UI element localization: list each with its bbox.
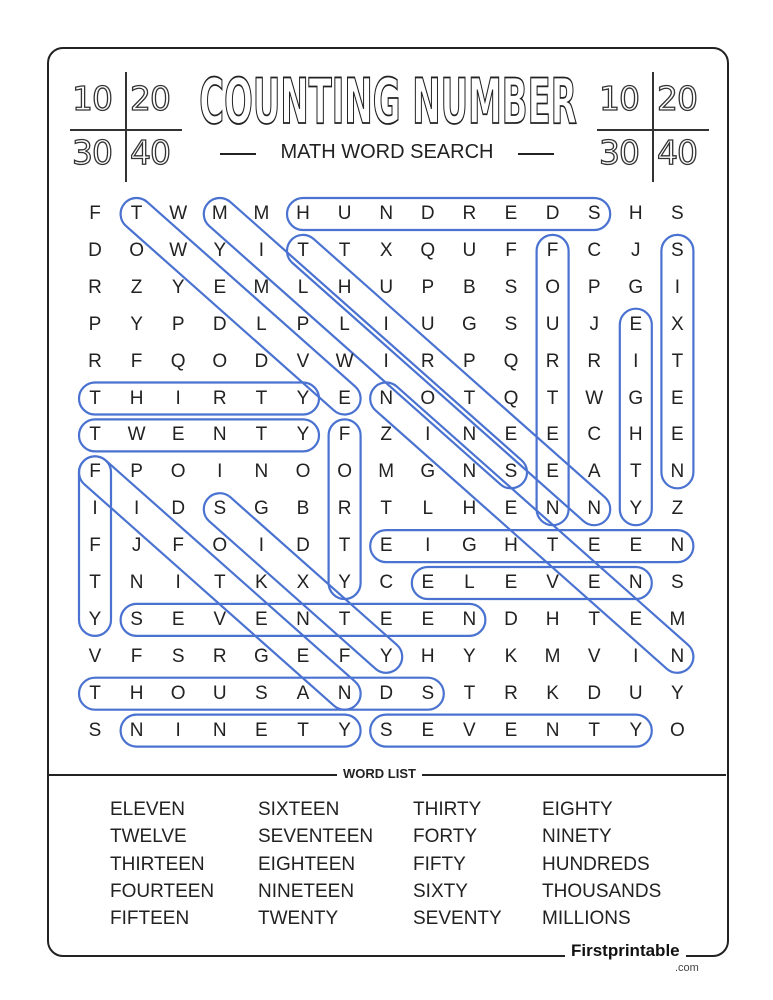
grid-letter[interactable]: G	[254, 498, 269, 520]
grid-letter[interactable]: N	[670, 535, 685, 557]
grid-letter[interactable]: T	[546, 535, 559, 557]
grid-letter[interactable]: W	[169, 239, 188, 261]
grid-letter[interactable]: B	[296, 498, 310, 520]
found-word-thirteen	[280, 228, 616, 531]
word-list-item: THOUSANDS	[542, 880, 662, 902]
number-label: 20	[657, 79, 697, 118]
grid-letter[interactable]: U	[545, 313, 560, 335]
grid-letter[interactable]: S	[671, 572, 684, 593]
number-label: 40	[657, 133, 697, 172]
grid-letter[interactable]: N	[254, 461, 269, 483]
grid-letter[interactable]: O	[420, 387, 436, 409]
grid-letter[interactable]: F	[89, 535, 101, 557]
word-list-item: FOURTEEN	[110, 880, 215, 902]
grid-letter[interactable]: S	[213, 498, 227, 520]
grid-letter[interactable]: T	[546, 387, 559, 409]
grid-letter[interactable]: F	[89, 203, 101, 224]
grid-letter[interactable]: I	[425, 535, 431, 557]
grid-letter[interactable]: R	[88, 276, 102, 298]
number-label: 10	[599, 79, 639, 118]
grid-letter[interactable]: U	[462, 239, 477, 261]
grid-letter[interactable]: T	[380, 498, 392, 520]
grid-letter[interactable]: W	[127, 424, 146, 446]
grid-letter[interactable]: A	[296, 682, 310, 704]
grid-letter[interactable]: H	[545, 608, 560, 630]
found-word-eighty	[620, 309, 652, 526]
grid-letter[interactable]: M	[669, 608, 686, 630]
found-word-ninety	[121, 715, 361, 747]
grid-letter[interactable]: I	[633, 350, 639, 372]
number-label: 20	[130, 79, 170, 118]
number-label: 40	[130, 133, 170, 172]
grid-letter[interactable]: T	[463, 682, 476, 704]
grid-letter[interactable]: E	[587, 535, 601, 557]
grid-letter[interactable]: T	[588, 608, 600, 630]
grid-letter[interactable]: Z	[130, 276, 143, 298]
grid-letter[interactable]: Q	[420, 239, 436, 261]
grid-letter[interactable]: K	[546, 682, 559, 704]
grid-letter[interactable]: Y	[463, 645, 476, 667]
grid-letter[interactable]: I	[674, 276, 681, 298]
grid-letter[interactable]: F	[338, 645, 351, 667]
grid-letter[interactable]: V	[213, 608, 227, 630]
grid-letter[interactable]: P	[421, 276, 435, 298]
grid-letter[interactable]: R	[587, 350, 602, 372]
grid-letter[interactable]: R	[337, 498, 352, 520]
grid-letter[interactable]: O	[170, 461, 186, 483]
word-list-item: SIXTY	[413, 880, 468, 902]
grid-letter[interactable]: S	[671, 239, 684, 261]
grid-letter[interactable]: R	[212, 387, 227, 409]
grid-letter[interactable]: L	[297, 276, 309, 298]
grid-letter[interactable]: T	[89, 387, 101, 409]
grid-letter[interactable]: Q	[503, 387, 519, 409]
grid-letter[interactable]: O	[212, 350, 228, 372]
grid-letter[interactable]: F	[546, 239, 559, 261]
grid-letter[interactable]: O	[545, 276, 560, 298]
grid-letter[interactable]: N	[545, 719, 560, 741]
grid-letter[interactable]: E	[671, 424, 684, 446]
grid-letter[interactable]: Y	[338, 572, 351, 593]
grid-letter[interactable]: D	[379, 682, 394, 704]
grid-letter[interactable]: O	[670, 719, 685, 741]
grid-letter[interactable]: E	[379, 608, 393, 630]
grid-letter[interactable]: R	[420, 350, 435, 372]
word-list-item: EIGHTY	[542, 799, 613, 820]
grid-letter[interactable]: M	[211, 203, 228, 224]
grid-letter[interactable]: N	[337, 682, 352, 704]
grid-letter[interactable]: D	[212, 313, 227, 335]
grid-letter[interactable]: P	[296, 313, 310, 335]
grid-letter[interactable]: N	[129, 719, 144, 741]
grid-letter[interactable]: T	[297, 719, 309, 741]
grid-letter[interactable]: N	[462, 424, 477, 446]
grid-letter[interactable]: M	[378, 461, 395, 483]
grid-letter[interactable]: W	[585, 387, 604, 409]
grid-letter[interactable]: E	[504, 572, 518, 593]
grid-letter[interactable]: F	[505, 239, 517, 261]
word-list-item: TWENTY	[258, 908, 339, 930]
grid-letter[interactable]: T	[338, 535, 351, 557]
number-label: 30	[599, 133, 639, 172]
grid-letter[interactable]: A	[587, 461, 601, 483]
grid-letter[interactable]: I	[383, 350, 389, 372]
grid-letter[interactable]: D	[296, 535, 310, 557]
grid-letter[interactable]: W	[169, 203, 188, 224]
grid-letter[interactable]: W	[335, 350, 354, 372]
word-list-item: ELEVEN	[110, 799, 185, 820]
grid-letter[interactable]: V	[88, 645, 102, 667]
found-word-millions	[197, 191, 533, 494]
word-list-title: WORD LIST	[337, 766, 422, 782]
grid-letter[interactable]: T	[89, 682, 101, 704]
grid-letter[interactable]: N	[296, 608, 310, 630]
grid-letter[interactable]: T	[338, 239, 351, 261]
grid-letter[interactable]: Z	[380, 424, 392, 446]
word-list-item: SIXTEEN	[258, 799, 340, 820]
grid-letter[interactable]: H	[628, 203, 643, 224]
grid-letter[interactable]: F	[130, 350, 143, 372]
grid-letter[interactable]: Y	[671, 682, 684, 704]
grid-letter[interactable]: O	[337, 461, 352, 483]
grid-letter[interactable]: I	[175, 719, 181, 741]
grid-letter[interactable]: M	[253, 276, 270, 298]
grid-letter[interactable]: D	[171, 498, 186, 520]
grid-letter[interactable]: C	[587, 424, 602, 446]
page-subtitle: MATH WORD SEARCH	[280, 141, 494, 163]
grid-letter[interactable]: R	[212, 645, 227, 667]
word-list-item: FIFTEEN	[110, 908, 190, 930]
grid-letter[interactable]: N	[670, 461, 685, 483]
grid-letter[interactable]: H	[129, 387, 144, 409]
grid-letter[interactable]: O	[295, 461, 311, 483]
grid-letter[interactable]: T	[463, 387, 476, 409]
word-list-item: HUNDREDS	[542, 853, 650, 875]
grid-letter[interactable]: V	[546, 572, 559, 593]
grid-letter[interactable]: I	[383, 313, 389, 335]
grid-letter[interactable]: H	[337, 276, 352, 298]
grid-letter[interactable]: U	[628, 682, 643, 704]
grid-letter[interactable]: Y	[379, 645, 393, 667]
grid-letter[interactable]: T	[338, 608, 351, 630]
word-list-item: TWELVE	[110, 826, 187, 848]
grid-letter[interactable]: E	[629, 608, 643, 630]
grid-letter[interactable]: H	[420, 645, 435, 667]
grid-letter[interactable]: N	[628, 572, 643, 593]
grid-letter[interactable]: T	[588, 719, 600, 741]
grid-letter[interactable]: N	[545, 498, 560, 520]
grid-letter[interactable]: T	[671, 350, 684, 372]
grid-letter[interactable]: G	[254, 645, 269, 667]
grid-letter[interactable]: V	[296, 350, 310, 372]
grid-letter[interactable]: R	[545, 350, 560, 372]
grid-letter[interactable]: Q	[170, 350, 186, 372]
grid-letter[interactable]: P	[88, 313, 102, 335]
grid-letter[interactable]: E	[504, 203, 518, 224]
grid-letter[interactable]: E	[504, 719, 518, 741]
grid-letter[interactable]: I	[633, 645, 639, 667]
grid-letter[interactable]: G	[462, 535, 477, 557]
grid-letter[interactable]: I	[217, 461, 223, 483]
grid-letter[interactable]: S	[421, 682, 435, 704]
grid-letter[interactable]: N	[212, 424, 227, 446]
grid-letter[interactable]: Y	[171, 276, 185, 298]
grid-letter[interactable]: D	[88, 239, 102, 261]
grid-letter[interactable]: S	[379, 719, 393, 741]
grid-letter[interactable]: Y	[629, 498, 643, 520]
grid-letter[interactable]: I	[133, 498, 140, 520]
grid-letter[interactable]: T	[89, 572, 101, 593]
grid-letter[interactable]: Y	[338, 719, 351, 741]
grid-letter[interactable]: X	[379, 239, 393, 261]
grid-letter[interactable]: X	[296, 572, 310, 593]
grid-letter[interactable]: G	[628, 387, 644, 409]
grid-letter[interactable]: Y	[88, 608, 102, 630]
grid-letter[interactable]: N	[379, 203, 394, 224]
grid-letter[interactable]: Z	[671, 498, 684, 520]
grid-letter[interactable]: O	[212, 535, 228, 557]
grid-letter[interactable]: L	[464, 572, 475, 593]
grid-letter[interactable]: L	[256, 313, 267, 335]
grid-letter[interactable]: K	[504, 645, 518, 667]
grid-letter[interactable]: U	[212, 682, 227, 704]
grid-letter[interactable]: T	[629, 461, 642, 483]
grid-letter[interactable]: H	[504, 535, 518, 557]
word-list-item: FORTY	[413, 826, 478, 848]
grid-letter[interactable]: S	[504, 461, 518, 483]
grid-letter[interactable]: C	[587, 239, 602, 261]
grid-letter[interactable]: O	[129, 239, 144, 261]
grid-letter[interactable]: D	[254, 350, 269, 372]
grid-letter[interactable]: K	[255, 572, 268, 593]
grid-letter[interactable]: S	[130, 608, 143, 630]
grid-letter[interactable]: H	[462, 498, 477, 520]
grid-letter[interactable]: E	[671, 387, 684, 409]
grid-letter[interactable]: I	[175, 572, 181, 593]
grid-letter[interactable]: P	[587, 276, 601, 298]
grid-letter[interactable]: N	[670, 645, 685, 667]
grid-letter[interactable]: Y	[296, 424, 310, 446]
grid-letter[interactable]: G	[628, 276, 644, 298]
grid-letter[interactable]: N	[462, 461, 477, 483]
page-title: COUNTING NUMBER	[199, 65, 577, 138]
grid-letter[interactable]: Y	[629, 719, 643, 741]
grid-letter[interactable]: I	[92, 498, 98, 520]
grid-letter[interactable]: E	[171, 608, 185, 630]
grid-letter[interactable]: X	[671, 313, 684, 335]
grid-letter[interactable]: S	[255, 682, 268, 704]
grid-letter[interactable]: E	[546, 424, 559, 446]
grid-letter[interactable]: S	[171, 645, 185, 667]
grid-letter[interactable]: D	[545, 203, 560, 224]
found-word-twelve	[114, 191, 367, 421]
grid-letter[interactable]: Y	[213, 239, 227, 261]
grid-letter[interactable]: U	[379, 276, 394, 298]
grid-letter[interactable]: D	[504, 608, 518, 630]
grid-letter[interactable]: E	[587, 572, 601, 593]
number-label: 10	[72, 79, 112, 118]
found-word-eleven	[412, 567, 652, 599]
grid-letter[interactable]: M	[253, 203, 270, 224]
grid-letter[interactable]: E	[504, 424, 518, 446]
grid-letter[interactable]: T	[297, 239, 309, 261]
grid-letter[interactable]: N	[587, 498, 602, 520]
grid-letter[interactable]: E	[379, 535, 393, 557]
grid-letter[interactable]: I	[258, 535, 265, 557]
grid-letter[interactable]: V	[587, 645, 601, 667]
grid-letter[interactable]: S	[587, 203, 601, 224]
grid-letter[interactable]: I	[425, 424, 431, 446]
word-list-item: SEVENTY	[413, 908, 502, 930]
grid-letter[interactable]: G	[462, 313, 477, 335]
grid-letter[interactable]: B	[463, 276, 476, 298]
word-list-item: NINETY	[542, 826, 612, 848]
grid-letter[interactable]: Q	[503, 350, 519, 372]
grid-letter[interactable]: P	[130, 461, 143, 483]
grid-letter[interactable]: S	[504, 276, 518, 298]
grid-letter[interactable]: T	[255, 387, 268, 409]
grid-letter[interactable]: I	[175, 387, 181, 409]
grid-letter[interactable]: H	[628, 424, 643, 446]
grid-letter[interactable]: F	[172, 535, 184, 557]
grid-letter[interactable]: E	[338, 387, 351, 409]
grid-letter[interactable]: R	[504, 682, 518, 704]
grid-letter[interactable]: V	[463, 719, 476, 741]
grid-letter[interactable]: H	[129, 682, 144, 704]
grid-letter[interactable]: N	[462, 608, 477, 630]
grid-letter[interactable]: E	[504, 498, 518, 520]
grid-letter[interactable]: Y	[130, 313, 143, 335]
grid-letter[interactable]: F	[338, 424, 351, 446]
brand-domain: .com	[675, 962, 699, 974]
grid-letter[interactable]: E	[255, 608, 268, 630]
grid-letter[interactable]: J	[631, 239, 641, 261]
word-list-item: THIRTEEN	[110, 853, 205, 875]
grid-letter[interactable]: F	[130, 645, 143, 667]
grid-letter[interactable]: F	[89, 461, 101, 483]
grid-letter[interactable]: P	[463, 350, 476, 372]
grid-letter[interactable]: T	[255, 424, 268, 446]
found-word-thirty	[79, 383, 319, 415]
grid-letter[interactable]: S	[671, 203, 684, 224]
grid-letter[interactable]: E	[629, 535, 643, 557]
grid-letter[interactable]: J	[131, 535, 142, 557]
grid-letter[interactable]: O	[170, 682, 186, 704]
grid-letter[interactable]: E	[296, 645, 310, 667]
grid-letter[interactable]: I	[258, 239, 265, 261]
word-list-item: FIFTY	[413, 853, 466, 875]
word-list-item: SEVENTEEN	[258, 826, 374, 848]
grid-letter[interactable]: E	[171, 424, 185, 446]
grid-letter[interactable]: C	[379, 572, 394, 593]
grid-letter[interactable]: U	[337, 203, 352, 224]
grid-letter[interactable]: S	[88, 719, 102, 741]
grid-letter[interactable]: D	[587, 682, 602, 704]
grid-letter[interactable]: T	[130, 203, 143, 224]
word-list-item: NINETEEN	[258, 880, 355, 902]
grid-letter[interactable]: E	[421, 572, 435, 593]
grid-letter[interactable]: R	[462, 203, 477, 224]
number-label: 30	[72, 133, 112, 172]
found-word-twenty	[79, 419, 319, 451]
word-list-item: MILLIONS	[542, 908, 631, 930]
grid-letter[interactable]: J	[589, 313, 599, 335]
grid-letter[interactable]: H	[296, 203, 310, 224]
grid-letter[interactable]: E	[546, 461, 559, 483]
grid-letter[interactable]: E	[213, 276, 227, 298]
grid-letter[interactable]: E	[421, 608, 435, 630]
grid-letter[interactable]: N	[212, 719, 227, 741]
grid-letter[interactable]: M	[544, 645, 561, 667]
brand-logo: Firstprintable	[565, 941, 686, 960]
found-word-nineteen	[364, 376, 700, 679]
grid-letter[interactable]: U	[420, 313, 435, 335]
word-list-item: EIGHTEEN	[258, 853, 356, 875]
grid-letter[interactable]: N	[129, 572, 144, 593]
grid-letter[interactable]: E	[255, 719, 268, 741]
grid-letter[interactable]: G	[420, 461, 436, 483]
grid-letter[interactable]: P	[171, 313, 185, 335]
grid-letter[interactable]: T	[213, 572, 226, 593]
grid-letter[interactable]: N	[379, 387, 394, 409]
word-list-item: THIRTY	[413, 799, 482, 820]
grid-letter[interactable]: T	[89, 424, 101, 446]
grid-letter[interactable]: E	[421, 719, 435, 741]
grid-letter[interactable]: Y	[296, 387, 310, 409]
grid-letter[interactable]: R	[88, 350, 102, 372]
grid-letter[interactable]: S	[504, 313, 518, 335]
grid-letter[interactable]: D	[420, 203, 435, 224]
grid-letter[interactable]: L	[339, 313, 350, 335]
grid-letter[interactable]: L	[422, 498, 434, 520]
grid-letter[interactable]: E	[629, 313, 643, 335]
